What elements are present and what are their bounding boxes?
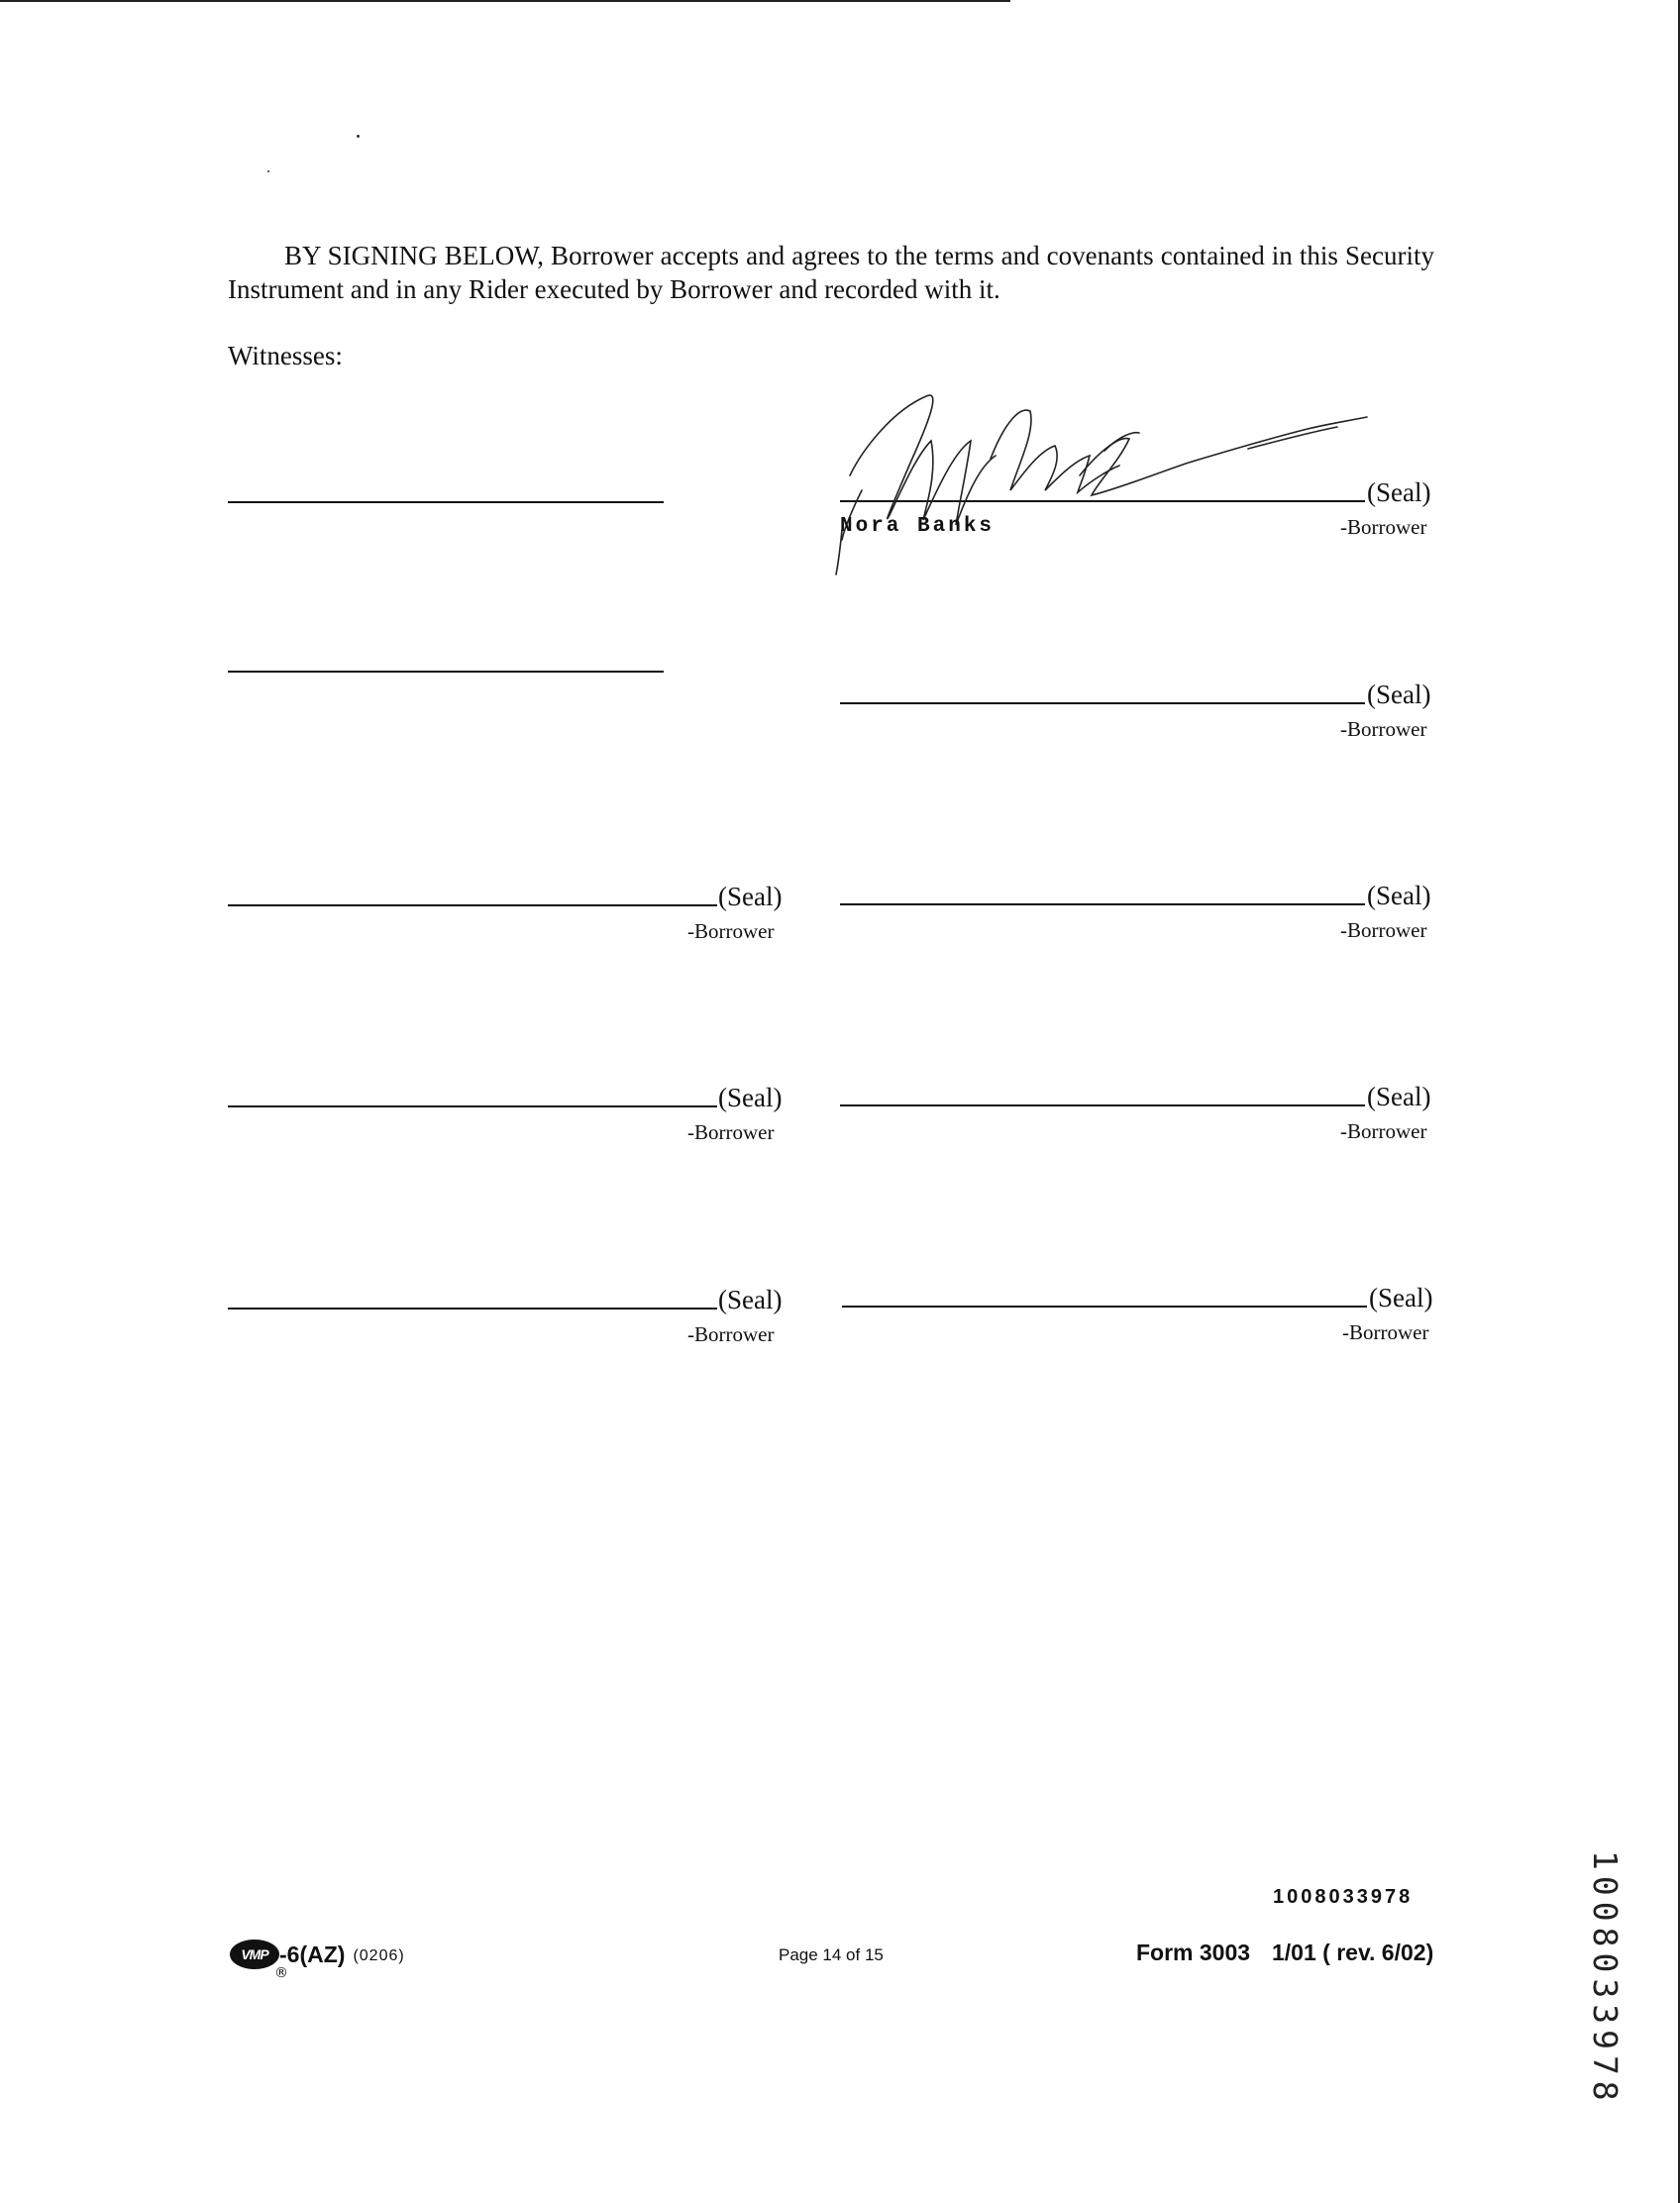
seal-label-l3: (Seal) [718, 882, 783, 911]
page-number: Page 14 of 15 [779, 1945, 884, 1964]
borrower-signature-line-r2 [840, 702, 1365, 704]
borrower-label-l3: -Borrower [687, 919, 775, 943]
borrower-signature-line-l4 [228, 1105, 717, 1107]
borrower-label-r5: -Borrower [1342, 1320, 1429, 1344]
form-code: -6(AZ) [279, 1941, 346, 1967]
seal-label-r2: (Seal) [1367, 680, 1431, 709]
witnesses-label: Witnesses: [228, 341, 343, 370]
borrower-label-r4: -Borrower [1340, 1119, 1427, 1143]
side-loan-stamp-text: 1008033978 [1586, 1850, 1625, 2107]
borrower-label-r1: -Borrower [1340, 515, 1427, 539]
loan-number: 1008033978 [1273, 1886, 1414, 1908]
borrower-label-r3: -Borrower [1340, 918, 1427, 942]
borrower-signature-line-l3 [228, 904, 717, 906]
form-date-code: (0206) [353, 1947, 405, 1964]
scan-speck [267, 170, 269, 172]
seal-label-r1: (Seal) [1367, 477, 1431, 507]
vmp-logo: VMP [230, 1940, 279, 1969]
witness-signature-line-1 [228, 501, 664, 503]
handwritten-signature [832, 381, 1387, 579]
seal-label-r3: (Seal) [1367, 881, 1431, 910]
seal-label-l4: (Seal) [718, 1083, 783, 1112]
borrower-signature-line-r5 [842, 1306, 1367, 1308]
form-edition: 1/01 ( rev. 6/02) [1272, 1940, 1434, 1965]
scan-speck [357, 135, 360, 138]
signer-name: Nora Banks [840, 515, 996, 538]
registered-mark: ® [274, 1965, 288, 1981]
form-footer-left [230, 1940, 405, 1969]
seal-label-l5: (Seal) [718, 1285, 783, 1314]
borrower-label-r2: -Borrower [1340, 717, 1427, 741]
borrower-label-l4: -Borrower [687, 1120, 775, 1144]
borrower-signature-line-r3 [840, 903, 1365, 905]
seal-label-r4: (Seal) [1367, 1082, 1431, 1111]
borrower-label-l5: -Borrower [687, 1322, 775, 1346]
acceptance-paragraph: BY SIGNING BELOW, Borrower accepts and agrees to the terms and covenants contained in this Security Instrument and in any Rider executed by Borrower and recorded with it. [228, 241, 1434, 304]
borrower-signature-line-l5 [228, 1308, 717, 1310]
borrower-signature-line-r4 [840, 1104, 1365, 1106]
witness-signature-line-2 [228, 671, 664, 673]
form-number: Form 3003 [1136, 1940, 1251, 1965]
seal-label-r5: (Seal) [1369, 1283, 1433, 1312]
scan-top-edge [0, 0, 1010, 2]
